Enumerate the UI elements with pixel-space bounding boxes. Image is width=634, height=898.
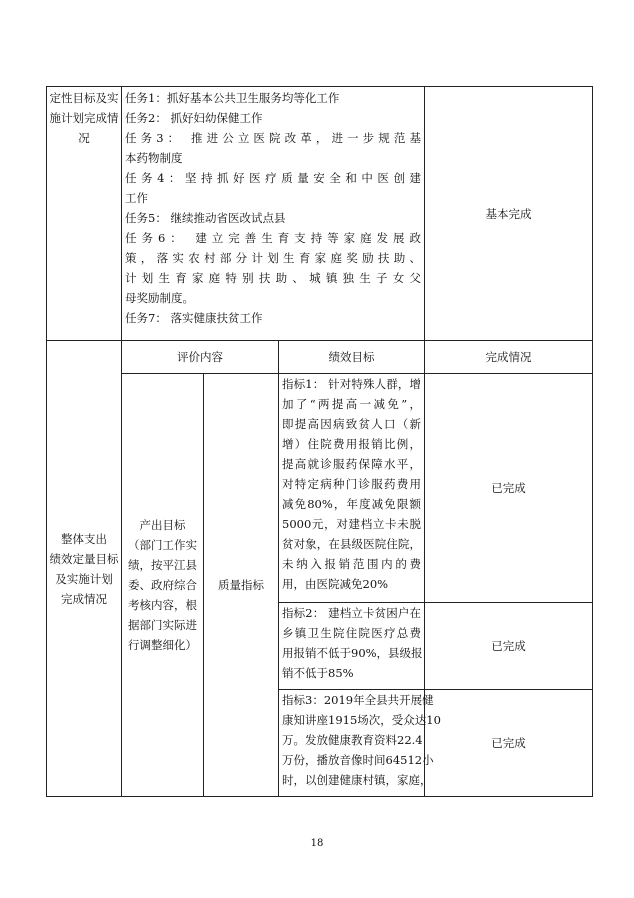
task-item: 任务3： 推进公立医院改革，进一步规范基 本药物制度 [125, 131, 421, 165]
label-line: 施计划完成情 [49, 111, 119, 125]
output-target-cell: 产出目标 （部门工作实 绩，按平江县 委、政府综合 考核内容，根 据部门实际进 行调整细化） [122, 374, 204, 797]
indicator-2-status: 已完成 [425, 603, 593, 690]
indicator-1-status: 已完成 [425, 374, 593, 603]
label-line: 况 [78, 131, 90, 145]
quantitative-header-row [47, 341, 593, 374]
indicator-3-text: 指标3：2019年全县共开展健 康知讲座1915场次，受众达10 万。发放健康教育资料22.4 万份，播放音像时间64512小 时，以创建健康村镇，家庭， [279, 690, 425, 797]
label-line: 及实施计划 [55, 571, 113, 586]
indicator-row [47, 374, 593, 603]
task-item: 任务7： 落实健康扶贫工作 [125, 311, 263, 325]
page-number: 18 [310, 838, 324, 849]
label-line: 定性目标及实 [49, 91, 119, 105]
label-line: 绩效定量目标 [49, 551, 119, 566]
performance-table [46, 86, 593, 797]
task-item: 任务2： 抓好妇幼保健工作 [125, 111, 263, 125]
indicator-2-text: 指标2： 建档立卡贫困户在 乡镇卫生院住院医疗总费 用报销不低于90%，县级报 销不低于85% [279, 603, 425, 690]
quantitative-label-cell [47, 341, 122, 797]
qualitative-row [47, 87, 593, 341]
indicator-1-text: 指标1： 针对特殊人群，增 加了“两提高一减免”， 即提高因病致贫人口（新 增）住院费用报销比例， 提高就诊服药保障水平， 对特定病种门诊服药费用 减免80%，年度减免限额 5000元，对建档立卡未脱 贫对象，在县级医院住院， 未纳入报销范围内的费 用，由医院减免20% [279, 374, 425, 603]
task-item: 任务5： 继续推动省医改试点县 [125, 211, 286, 225]
qualitative-label-cell [47, 87, 122, 341]
label-line: 完成情况 [61, 591, 107, 606]
label-line: 整体支出 [61, 531, 107, 546]
task-item: 任务1：抓好基本公共卫生服务均等化工作 [125, 91, 340, 105]
task-list-cell [122, 87, 425, 341]
qualitative-status-cell: 基本完成 [425, 87, 593, 341]
completion-header: 完成情况 [425, 341, 593, 374]
target-header: 绩效目标 [279, 341, 425, 374]
task-item: 任务4：坚持抓好医疗质量安全和中医创建 工作 [125, 171, 421, 205]
eval-content-header: 评价内容 [122, 341, 279, 374]
quality-indicator-cell: 质量指标 [204, 374, 279, 797]
task-item: 任务6： 建立完善生育支持等家庭发展政 策，落实农村部分计划生育家庭奖励扶助、 计划生育家庭特别扶助、城镇独生子女父 母奖励制度。 [125, 231, 421, 305]
indicator-3-status: 已完成 [425, 690, 593, 797]
